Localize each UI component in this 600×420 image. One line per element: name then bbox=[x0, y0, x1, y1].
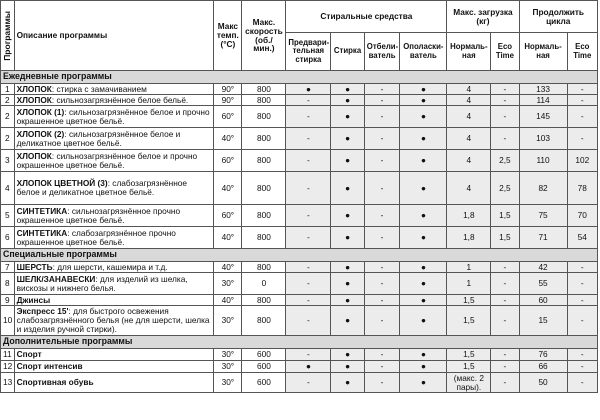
cell-load: 1,5 bbox=[447, 361, 491, 373]
program-description bbox=[14, 373, 214, 393]
cell-t-norm: 110 bbox=[519, 150, 567, 172]
cell-eco-load: - bbox=[491, 262, 519, 273]
cell-speed: 800 bbox=[242, 295, 286, 306]
cell-load: 1 bbox=[447, 273, 491, 295]
table-row bbox=[1, 361, 598, 373]
section-header bbox=[1, 249, 598, 262]
cell-t-norm: 133 bbox=[519, 84, 567, 95]
program-name: Спорт bbox=[16, 349, 42, 360]
cell-speed: 800 bbox=[242, 172, 286, 205]
section-header bbox=[1, 336, 598, 349]
program-description bbox=[14, 361, 214, 373]
program-details: : сильнозагрязнённое белое и деликатное цветное бельё. bbox=[16, 128, 181, 148]
cell-bleach: - bbox=[364, 128, 400, 150]
cell-load: 4 bbox=[447, 150, 491, 172]
cell-t-eco: - bbox=[567, 95, 597, 106]
cell-wash: ● bbox=[331, 84, 364, 95]
cell-rinse: ● bbox=[400, 349, 447, 361]
program-details: : стирка с замачиванием bbox=[51, 83, 147, 94]
cell-speed: 800 bbox=[242, 150, 286, 172]
cell-wash: ● bbox=[331, 172, 364, 205]
table-row bbox=[1, 106, 598, 128]
section-title: Дополнительные программы bbox=[1, 336, 598, 349]
cell-bleach: - bbox=[364, 306, 400, 336]
cell-wash: ● bbox=[331, 295, 364, 306]
col-bleach: Отбели-ватель bbox=[364, 33, 400, 71]
cell-speed: 0 bbox=[242, 273, 286, 295]
cell-speed: 600 bbox=[242, 349, 286, 361]
table-row bbox=[1, 273, 598, 295]
program-name: ХЛОПОК (1) bbox=[16, 106, 65, 117]
program-details: : сильнозагрязнённое белое и прочно окрашенное цветное бельё. bbox=[16, 150, 198, 170]
table-row bbox=[1, 306, 598, 336]
program-number: 10 bbox=[1, 306, 15, 336]
table-row bbox=[1, 227, 598, 249]
cell-temp: 40° bbox=[214, 295, 242, 306]
cell-rinse: ● bbox=[400, 106, 447, 128]
program-number: 4 bbox=[1, 172, 15, 205]
cell-temp: 60° bbox=[214, 106, 242, 128]
cell-speed: 800 bbox=[242, 84, 286, 95]
cell-wash: ● bbox=[331, 227, 364, 249]
cell-pre: - bbox=[286, 95, 331, 106]
cell-speed: 800 bbox=[242, 262, 286, 273]
program-number: 11 bbox=[1, 349, 15, 361]
cell-bleach: - bbox=[364, 205, 400, 227]
program-name: Спорт интенсив bbox=[16, 361, 83, 372]
cell-wash: ● bbox=[331, 106, 364, 128]
col-duration-eco: Eco Time bbox=[567, 33, 597, 71]
cell-eco-load: - bbox=[491, 373, 519, 393]
program-description bbox=[14, 349, 214, 361]
cell-bleach: - bbox=[364, 150, 400, 172]
cell-bleach: - bbox=[364, 84, 400, 95]
cell-eco-load: - bbox=[491, 84, 519, 95]
cell-t-norm: 76 bbox=[519, 349, 567, 361]
cell-rinse: ● bbox=[400, 361, 447, 373]
cell-wash: ● bbox=[331, 262, 364, 273]
cell-temp: 40° bbox=[214, 262, 242, 273]
table-row bbox=[1, 349, 598, 361]
cell-t-norm: 82 bbox=[519, 172, 567, 205]
cell-wash: ● bbox=[331, 361, 364, 373]
cell-pre: - bbox=[286, 262, 331, 273]
cell-wash: ● bbox=[331, 306, 364, 336]
program-description bbox=[14, 172, 214, 205]
program-details: : для шерсти, кашемира и т.д. bbox=[52, 261, 168, 272]
col-prewash: Предвари-тельная стирка bbox=[286, 33, 331, 71]
cell-rinse: ● bbox=[400, 172, 447, 205]
cell-t-norm: 15 bbox=[519, 306, 567, 336]
program-number: 9 bbox=[1, 295, 15, 306]
cell-wash: ● bbox=[331, 273, 364, 295]
cell-temp: 30° bbox=[214, 349, 242, 361]
cell-t-eco: - bbox=[567, 349, 597, 361]
cell-rinse: ● bbox=[400, 128, 447, 150]
col-detergents: Стиральные средства bbox=[286, 1, 447, 33]
program-number: 5 bbox=[1, 205, 15, 227]
cell-rinse: ● bbox=[400, 295, 447, 306]
cell-temp: 60° bbox=[214, 150, 242, 172]
cell-rinse: ● bbox=[400, 84, 447, 95]
table-row bbox=[1, 128, 598, 150]
program-name: Экспресс 15' bbox=[16, 306, 69, 317]
cell-t-eco: - bbox=[567, 306, 597, 336]
program-description bbox=[14, 95, 214, 106]
table-row bbox=[1, 295, 598, 306]
cell-eco-load: - bbox=[491, 106, 519, 128]
cell-load: 1,5 bbox=[447, 306, 491, 336]
program-name: ХЛОПОК bbox=[16, 83, 52, 94]
program-details: : для быстрого освежения слабозагрязнённого белья (не для шерсти, шелка и изделия ручной стирки). bbox=[16, 306, 210, 334]
col-rinse: Ополаски-ватель bbox=[400, 33, 447, 71]
cell-t-eco: - bbox=[567, 295, 597, 306]
program-number: 1 bbox=[1, 84, 15, 95]
program-number: 8 bbox=[1, 273, 15, 295]
program-name: ХЛОПОК (2) bbox=[16, 128, 65, 139]
cell-eco-load: 1,5 bbox=[491, 205, 519, 227]
program-details: : сильнозагрязнённое прочно окрашенное цветное бельё. bbox=[16, 205, 181, 225]
cell-eco-load: - bbox=[491, 306, 519, 336]
program-name: СИНТЕТИКА bbox=[16, 205, 68, 216]
cell-bleach: - bbox=[364, 349, 400, 361]
cell-bleach: - bbox=[364, 262, 400, 273]
program-description bbox=[14, 150, 214, 172]
col-load: Макс. загрузка (кг) bbox=[447, 1, 519, 33]
cell-pre: - bbox=[286, 172, 331, 205]
program-description bbox=[14, 306, 214, 336]
program-name: Спортивная обувь bbox=[16, 377, 94, 388]
cell-pre: ● bbox=[286, 361, 331, 373]
cell-t-norm: 71 bbox=[519, 227, 567, 249]
cell-eco-load: - bbox=[491, 95, 519, 106]
cell-bleach: - bbox=[364, 273, 400, 295]
cell-load: 1,5 bbox=[447, 349, 491, 361]
cell-temp: 30° bbox=[214, 373, 242, 393]
cell-rinse: ● bbox=[400, 150, 447, 172]
cell-t-eco: 54 bbox=[567, 227, 597, 249]
program-name: ШЕЛК/ЗАНАВЕСКИ bbox=[16, 273, 96, 284]
cell-load: 1,8 bbox=[447, 227, 491, 249]
cell-speed: 800 bbox=[242, 306, 286, 336]
cell-eco-load: 2,5 bbox=[491, 150, 519, 172]
cell-speed: 800 bbox=[242, 128, 286, 150]
program-details: : сильнозагрязнённое белое и прочно окрашенное цветное бельё. bbox=[16, 106, 210, 126]
cell-t-eco: - bbox=[567, 128, 597, 150]
cell-load: 4 bbox=[447, 95, 491, 106]
cell-wash: ● bbox=[331, 349, 364, 361]
cell-eco-load: - bbox=[491, 128, 519, 150]
cell-temp: 30° bbox=[214, 306, 242, 336]
cell-rinse: ● bbox=[400, 373, 447, 393]
cell-pre: ● bbox=[286, 84, 331, 95]
cell-wash: ● bbox=[331, 373, 364, 393]
cell-speed: 800 bbox=[242, 106, 286, 128]
program-name: ХЛОПОК bbox=[16, 94, 52, 105]
cell-temp: 90° bbox=[214, 95, 242, 106]
cell-speed: 600 bbox=[242, 361, 286, 373]
cell-load: 1,8 bbox=[447, 205, 491, 227]
cell-load: 1,5 bbox=[447, 295, 491, 306]
program-name: ХЛОПОК bbox=[16, 150, 52, 161]
cell-pre: - bbox=[286, 227, 331, 249]
table-body bbox=[1, 71, 598, 393]
program-description bbox=[14, 262, 214, 273]
program-details: : сильнозагрязнённое белое бельё. bbox=[51, 94, 189, 105]
table-row bbox=[1, 373, 598, 393]
cell-load: 1 bbox=[447, 262, 491, 273]
cell-wash: ● bbox=[331, 150, 364, 172]
cell-temp: 90° bbox=[214, 84, 242, 95]
section-title: Ежедневные программы bbox=[1, 71, 598, 84]
cell-t-norm: 60 bbox=[519, 295, 567, 306]
cell-eco-load: - bbox=[491, 295, 519, 306]
program-description bbox=[14, 295, 214, 306]
cell-temp: 30° bbox=[214, 273, 242, 295]
cell-bleach: - bbox=[364, 361, 400, 373]
cell-wash: ● bbox=[331, 205, 364, 227]
cell-wash: ● bbox=[331, 95, 364, 106]
cell-bleach: - bbox=[364, 172, 400, 205]
program-number: 6 bbox=[1, 227, 15, 249]
cell-t-norm: 50 bbox=[519, 373, 567, 393]
cell-rinse: ● bbox=[400, 262, 447, 273]
cell-temp: 40° bbox=[214, 172, 242, 205]
table-header bbox=[1, 1, 598, 71]
cell-rinse: ● bbox=[400, 205, 447, 227]
cell-pre: - bbox=[286, 295, 331, 306]
section-title: Специальные программы bbox=[1, 249, 598, 262]
cell-t-norm: 66 bbox=[519, 361, 567, 373]
cell-temp: 60° bbox=[214, 205, 242, 227]
cell-pre: - bbox=[286, 150, 331, 172]
program-details: : слабозагрязнённое белое и деликатное цветное бельё. bbox=[16, 178, 188, 197]
program-name: ШЕРСТЬ bbox=[16, 261, 53, 272]
table-row bbox=[1, 262, 598, 273]
cell-temp: 40° bbox=[214, 128, 242, 150]
cell-t-eco: - bbox=[567, 262, 597, 273]
cell-pre: - bbox=[286, 349, 331, 361]
table-row bbox=[1, 172, 598, 205]
cell-t-norm: 103 bbox=[519, 128, 567, 150]
cell-bleach: - bbox=[364, 295, 400, 306]
cell-load: 4 bbox=[447, 172, 491, 205]
col-duration-normal: Нормаль-ная bbox=[519, 33, 567, 71]
table-row bbox=[1, 95, 598, 106]
program-description bbox=[14, 227, 214, 249]
program-description bbox=[14, 205, 214, 227]
cell-rinse: ● bbox=[400, 306, 447, 336]
cell-pre: - bbox=[286, 128, 331, 150]
cell-t-eco: - bbox=[567, 106, 597, 128]
col-wash: Стирка bbox=[331, 33, 364, 71]
program-number: 3 bbox=[1, 150, 15, 172]
cell-speed: 600 bbox=[242, 373, 286, 393]
cell-rinse: ● bbox=[400, 273, 447, 295]
program-number: 2 bbox=[1, 128, 15, 150]
cell-load: 4 bbox=[447, 128, 491, 150]
program-number: 12 bbox=[1, 361, 15, 373]
program-description bbox=[14, 84, 214, 95]
col-load-normal: Нормаль-ная bbox=[447, 33, 491, 71]
cell-load: (макс. 2 пары). bbox=[447, 373, 491, 393]
program-description bbox=[14, 106, 214, 128]
cell-t-norm: 55 bbox=[519, 273, 567, 295]
cell-load: 4 bbox=[447, 106, 491, 128]
cell-load: 4 bbox=[447, 84, 491, 95]
cell-eco-load: - bbox=[491, 361, 519, 373]
cell-rinse: ● bbox=[400, 95, 447, 106]
program-number: 2 bbox=[1, 106, 15, 128]
program-number: 2 bbox=[1, 95, 15, 106]
cell-t-norm: 42 bbox=[519, 262, 567, 273]
cell-pre: - bbox=[286, 106, 331, 128]
col-description: Описание программы bbox=[14, 1, 214, 71]
cell-t-eco: 78 bbox=[567, 172, 597, 205]
program-description bbox=[14, 273, 214, 295]
cell-bleach: - bbox=[364, 95, 400, 106]
program-name: ХЛОПОК ЦВЕТНОЙ (3) bbox=[16, 178, 108, 189]
cell-temp: 30° bbox=[214, 361, 242, 373]
cell-pre: - bbox=[286, 273, 331, 295]
cell-speed: 800 bbox=[242, 205, 286, 227]
cell-bleach: - bbox=[364, 227, 400, 249]
table-row bbox=[1, 150, 598, 172]
cell-eco-load: 2,5 bbox=[491, 172, 519, 205]
cell-t-norm: 145 bbox=[519, 106, 567, 128]
col-load-eco: Eco Time bbox=[491, 33, 519, 71]
cell-bleach: - bbox=[364, 106, 400, 128]
cell-eco-load: - bbox=[491, 273, 519, 295]
cell-t-norm: 75 bbox=[519, 205, 567, 227]
cell-eco-load: 1,5 bbox=[491, 227, 519, 249]
program-number: 13 bbox=[1, 373, 15, 393]
cell-pre: - bbox=[286, 306, 331, 336]
col-max-speed: Макс. скорость (об./ мин.) bbox=[242, 1, 286, 71]
program-name: Джинсы bbox=[16, 294, 51, 305]
cell-t-eco: - bbox=[567, 373, 597, 393]
cell-wash: ● bbox=[331, 128, 364, 150]
cell-pre: - bbox=[286, 205, 331, 227]
cell-t-eco: 102 bbox=[567, 150, 597, 172]
cell-t-eco: - bbox=[567, 273, 597, 295]
cell-bleach: - bbox=[364, 373, 400, 393]
cell-t-eco: - bbox=[567, 361, 597, 373]
cell-t-eco: - bbox=[567, 84, 597, 95]
col-duration: Продолжить цикла bbox=[519, 1, 597, 33]
col-programs: Программы bbox=[1, 1, 15, 71]
program-number: 7 bbox=[1, 262, 15, 273]
cell-t-norm: 114 bbox=[519, 95, 567, 106]
program-details: : для изделий из шелка, вискозы и нижнего белья. bbox=[16, 273, 188, 293]
cell-pre: - bbox=[286, 373, 331, 393]
cell-speed: 800 bbox=[242, 95, 286, 106]
cell-temp: 40° bbox=[214, 227, 242, 249]
table-row bbox=[1, 205, 598, 227]
col-max-temp: Макс темп. (°C) bbox=[214, 1, 242, 71]
program-details: : слабозагрязнённое прочно окрашенное цветное бельё. bbox=[16, 227, 176, 247]
table-row bbox=[1, 84, 598, 95]
cell-rinse: ● bbox=[400, 227, 447, 249]
cell-eco-load: - bbox=[491, 349, 519, 361]
cell-speed: 800 bbox=[242, 227, 286, 249]
program-description bbox=[14, 128, 214, 150]
cell-t-eco: 70 bbox=[567, 205, 597, 227]
section-header bbox=[1, 71, 598, 84]
program-name: СИНТЕТИКА bbox=[16, 227, 68, 238]
